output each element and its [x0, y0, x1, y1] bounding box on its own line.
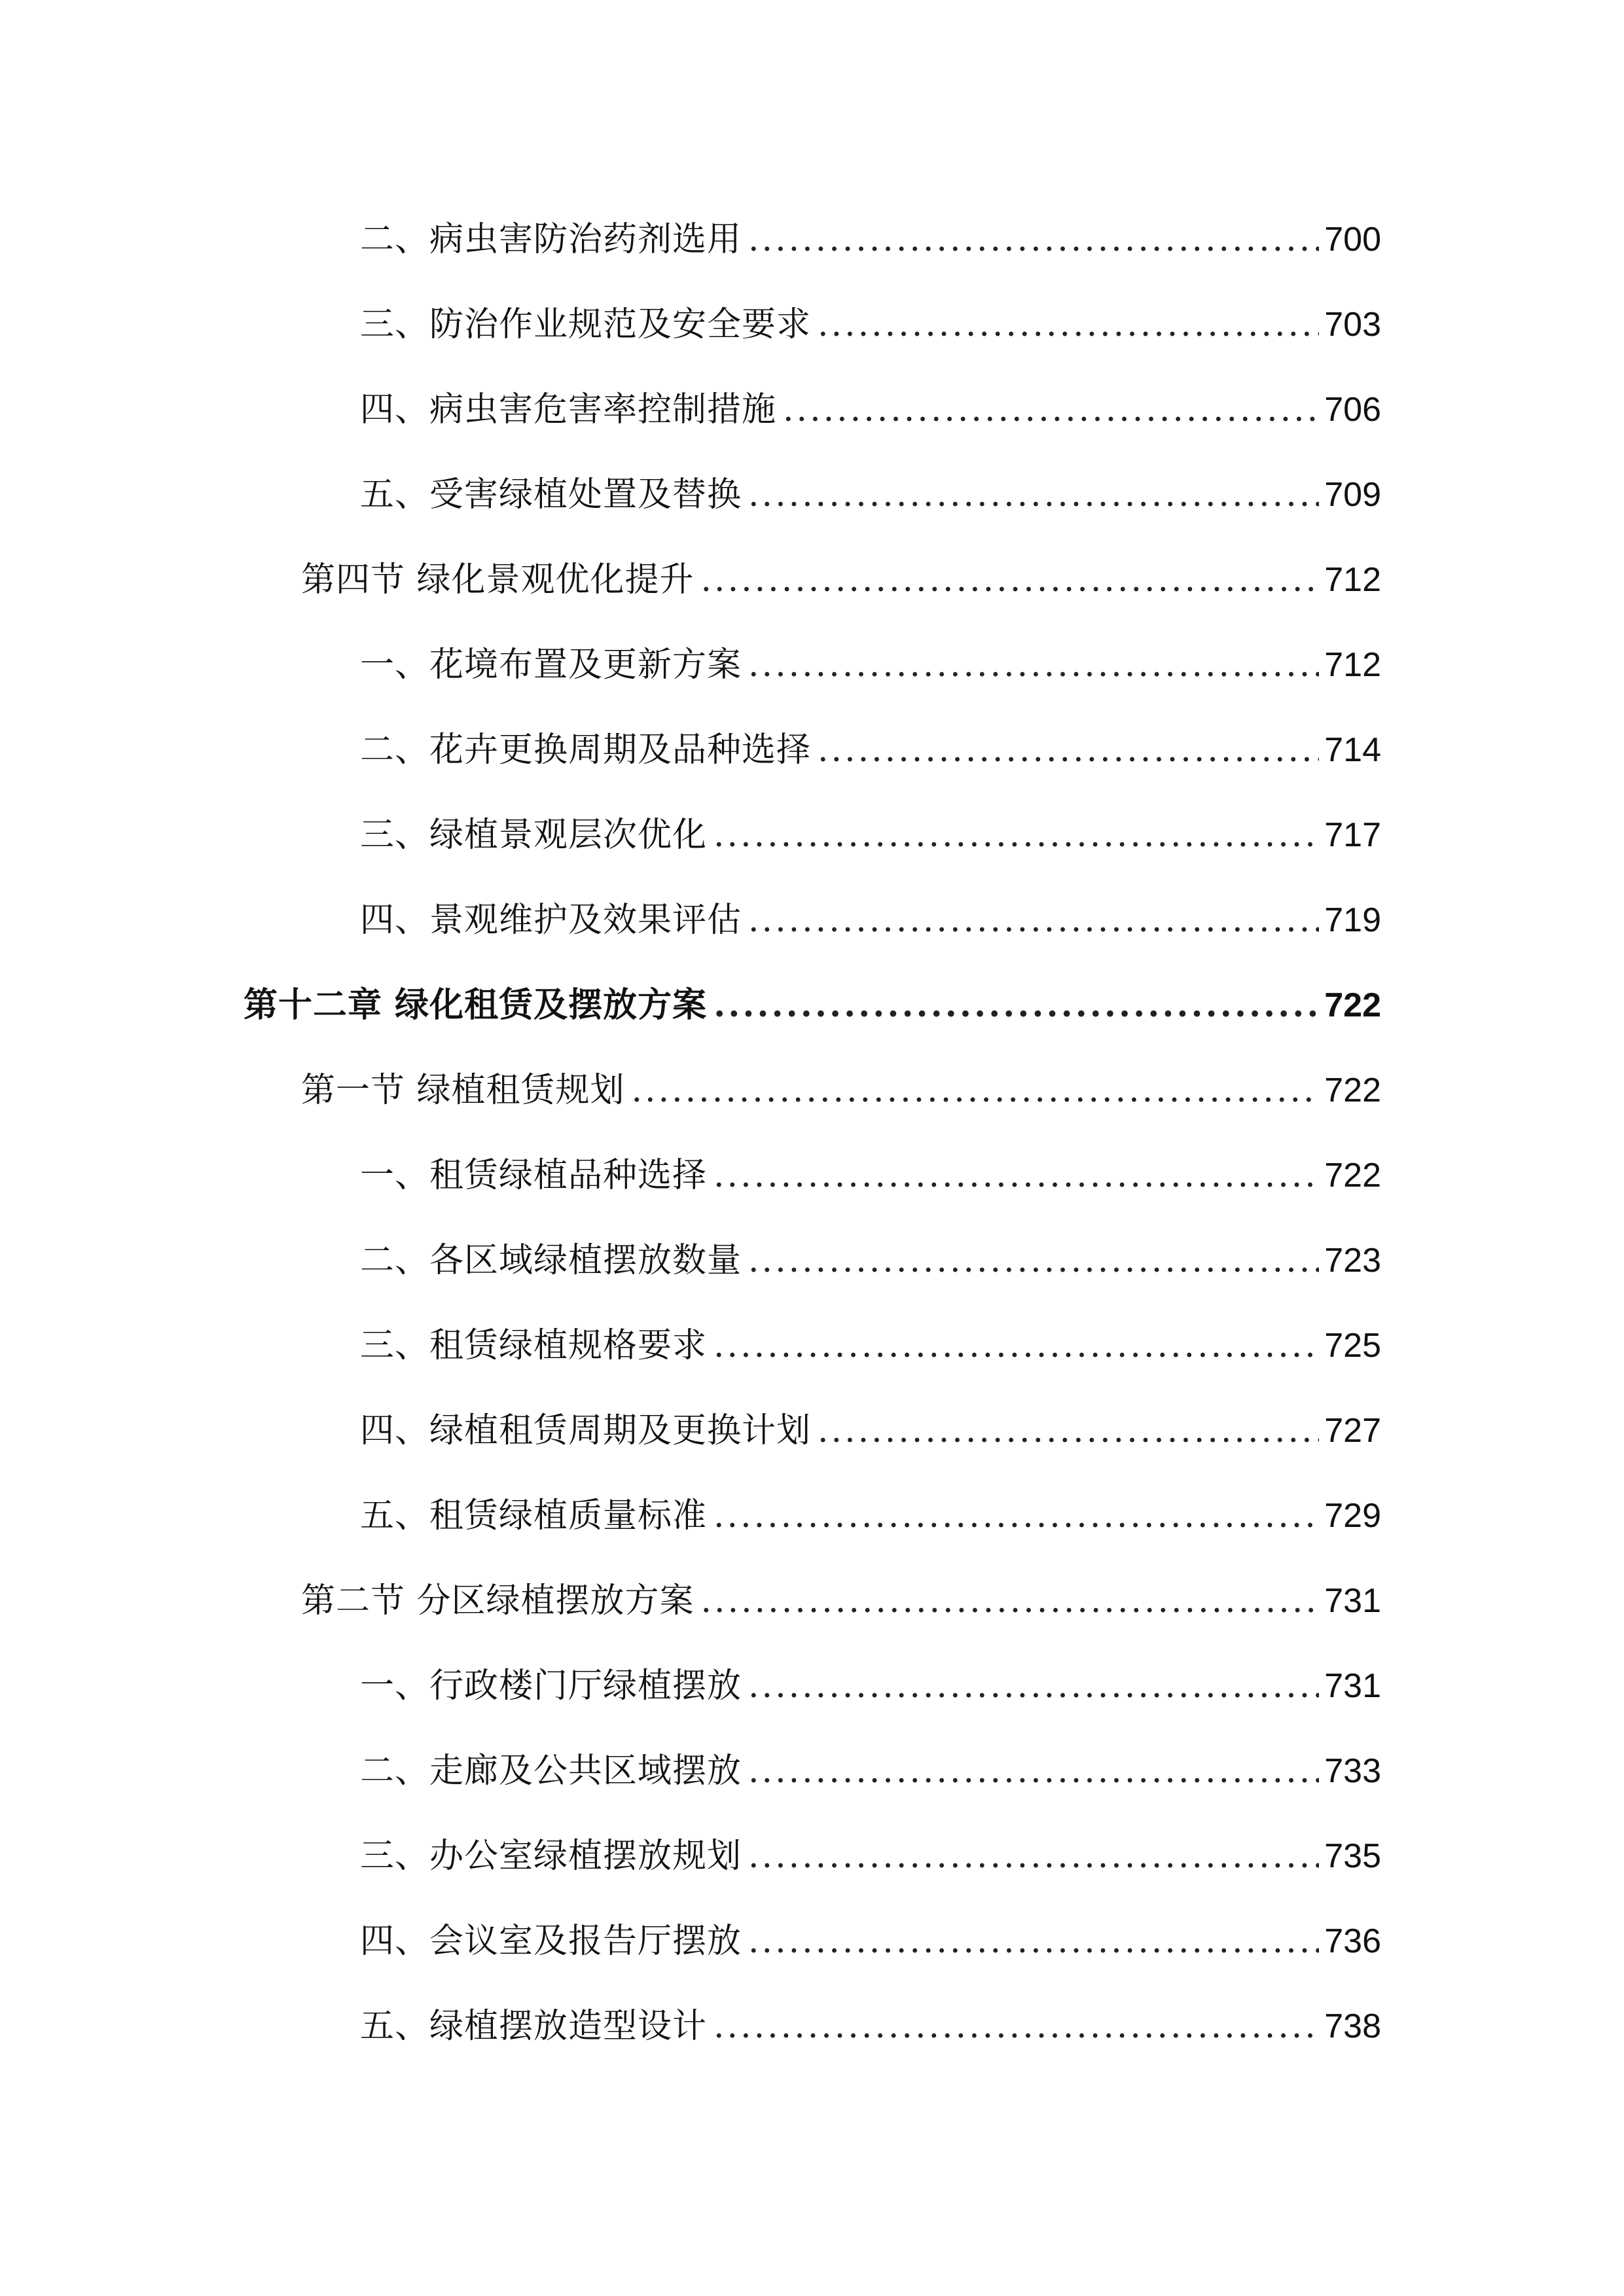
toc-entry-label: 二、各区域绿植摆放数量 — [360, 1241, 742, 1280]
toc-entry-label: 三、绿植景观层次优化 — [360, 816, 708, 855]
dot-leader — [713, 1319, 1319, 1372]
toc-entry-page: 706 — [1324, 391, 1381, 429]
toc-entry[interactable] — [360, 298, 1381, 351]
toc-section-entry[interactable] — [301, 554, 1381, 606]
dot-leader — [713, 2000, 1319, 2053]
dot-leader — [748, 1234, 1319, 1287]
toc-entry-label: 第四节 绿化景观优化提升 — [301, 560, 695, 600]
toc-entry-label: 第二节 分区绿植摆放方案 — [301, 1581, 695, 1621]
toc-entry-page: 709 — [1324, 476, 1381, 514]
dot-leader — [748, 1660, 1319, 1712]
toc-entry-page: 725 — [1324, 1327, 1381, 1365]
toc-entry[interactable] — [360, 2000, 1381, 2053]
toc-chapter-entry[interactable] — [244, 979, 1381, 1031]
toc-entry-label: 四、会议室及报告厅摆放 — [360, 1922, 742, 1961]
toc-entry[interactable] — [360, 1490, 1381, 1542]
dot-leader — [713, 1490, 1319, 1542]
toc-entry-page: 731 — [1324, 1667, 1381, 1705]
toc-entry-label: 五、租赁绿植质量标准 — [360, 1496, 708, 1535]
toc-entry[interactable] — [360, 809, 1381, 861]
toc-entry[interactable] — [360, 1915, 1381, 1967]
toc-entry-label: 二、走廊及公共区域摆放 — [360, 1751, 742, 1791]
toc-entry-label: 五、受害绿植处置及替换 — [360, 475, 742, 514]
toc-entry-page: 703 — [1324, 306, 1381, 344]
toc-entry-label: 第十二章 绿化租赁及摆放方案 — [244, 985, 708, 1025]
toc-entry-page: 735 — [1324, 1837, 1381, 1875]
toc-entry-label: 一、租赁绿植品种选择 — [360, 1156, 708, 1195]
dot-leader — [818, 724, 1319, 776]
toc-section-entry[interactable] — [301, 1064, 1381, 1117]
toc-entry-page: 731 — [1324, 1582, 1381, 1620]
dot-leader — [818, 298, 1319, 351]
toc-entry-label: 第一节 绿植租赁规划 — [301, 1071, 625, 1110]
toc-entry[interactable] — [360, 639, 1381, 691]
toc-entry-label: 四、绿植租赁周期及更换计划 — [360, 1411, 812, 1450]
dot-leader — [701, 554, 1320, 606]
dot-leader — [748, 213, 1319, 266]
dot-leader — [713, 809, 1319, 861]
dot-leader — [748, 1830, 1319, 1882]
toc-entry-page: 723 — [1324, 1242, 1381, 1280]
toc-entry[interactable] — [360, 1830, 1381, 1882]
dot-leader — [818, 1405, 1319, 1457]
toc-entry-label: 二、病虫害防治药剂选用 — [360, 220, 742, 259]
toc-entry-page: 729 — [1324, 1497, 1381, 1535]
toc-entry[interactable] — [360, 469, 1381, 521]
toc-entry[interactable] — [360, 213, 1381, 266]
toc-entry[interactable] — [360, 1660, 1381, 1712]
toc-entry-label: 一、花境布置及更新方案 — [360, 645, 742, 685]
dot-leader — [748, 894, 1319, 946]
toc-entry-page: 722 — [1324, 986, 1381, 1024]
toc-entry-label: 一、行政楼门厅绿植摆放 — [360, 1666, 742, 1706]
toc-section-entry[interactable] — [301, 1575, 1381, 1627]
dot-leader — [632, 1064, 1320, 1117]
toc-entry-page: 738 — [1324, 2007, 1381, 2045]
dot-leader — [748, 1915, 1319, 1967]
toc-entry-label: 四、病虫害危害率控制措施 — [360, 390, 777, 429]
toc-entry-page: 719 — [1324, 901, 1381, 939]
toc-entry-page: 714 — [1324, 731, 1381, 769]
toc-entry-page: 722 — [1324, 1157, 1381, 1194]
dot-leader — [713, 979, 1319, 1031]
toc-entry[interactable] — [360, 1149, 1381, 1202]
dot-leader — [783, 384, 1319, 436]
toc-entry-page: 717 — [1324, 816, 1381, 854]
toc-entry[interactable] — [360, 724, 1381, 776]
toc-entry-label: 三、办公室绿植摆放规划 — [360, 1837, 742, 1876]
toc-entry-label: 二、花卉更换周期及品种选择 — [360, 730, 812, 770]
dot-leader — [748, 469, 1319, 521]
toc-entry-label: 三、防治作业规范及安全要求 — [360, 305, 812, 344]
toc-entry[interactable] — [360, 1234, 1381, 1287]
toc-entry[interactable] — [360, 1745, 1381, 1797]
toc-entry[interactable] — [360, 1319, 1381, 1372]
toc-entry[interactable] — [360, 384, 1381, 436]
toc-entry-page: 736 — [1324, 1922, 1381, 1960]
toc-entry-page: 727 — [1324, 1412, 1381, 1450]
toc-entry-label: 五、绿植摆放造型设计 — [360, 2007, 708, 2046]
toc-entry-page: 700 — [1324, 221, 1381, 259]
toc-entry-label: 四、景观维护及效果评估 — [360, 901, 742, 940]
toc-entry[interactable] — [360, 894, 1381, 946]
toc-entry-page: 712 — [1324, 646, 1381, 684]
dot-leader — [701, 1575, 1320, 1627]
toc-entry[interactable] — [360, 1405, 1381, 1457]
dot-leader — [748, 1745, 1319, 1797]
dot-leader — [748, 639, 1319, 691]
toc-entry-page: 733 — [1324, 1752, 1381, 1790]
toc-entry-page: 722 — [1324, 1071, 1381, 1109]
toc-entry-page: 712 — [1324, 561, 1381, 599]
dot-leader — [713, 1149, 1319, 1202]
toc-entry-label: 三、租赁绿植规格要求 — [360, 1326, 708, 1365]
